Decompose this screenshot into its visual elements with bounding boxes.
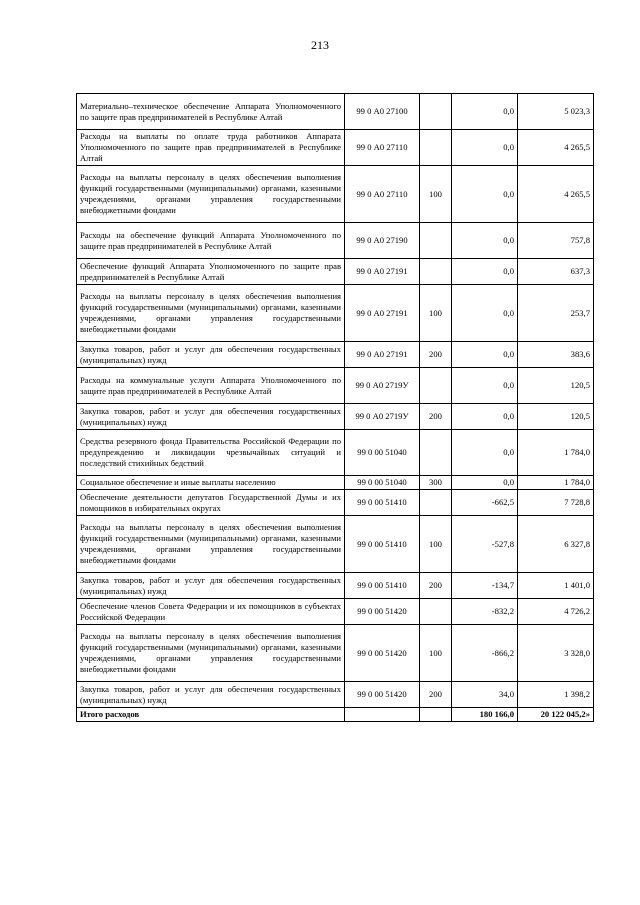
table-row — [77, 223, 594, 259]
row-target-code: 99 0 А0 27100 — [345, 94, 420, 130]
table-row — [77, 476, 594, 490]
row-expense-type: 200 — [420, 404, 452, 430]
row-name: Социальное обеспечение и иные выплаты населению — [77, 476, 345, 490]
row-name: Расходы на выплаты персоналу в целях обеспечения выполнения функций государственными (муниципальными) органами, казенными учреждениями, органами управления государственными внебюджетными фондами — [77, 625, 345, 682]
total-change: 180 166,0 — [452, 708, 518, 722]
total-expense-type — [420, 708, 452, 722]
row-change: -832,2 — [452, 599, 518, 625]
row-total: 1 784,0 — [518, 430, 594, 476]
row-name: Закупка товаров, работ и услуг для обеспечения государственных (муниципальных) нужд — [77, 573, 345, 599]
row-target-code: 99 0 А0 27191 — [345, 285, 420, 342]
row-target-code: 99 0 А0 2719У — [345, 368, 420, 404]
table-row — [77, 130, 594, 166]
row-change: 0,0 — [452, 130, 518, 166]
row-expense-type — [420, 223, 452, 259]
total-amount: 20 122 045,2» — [518, 708, 594, 722]
row-total: 1 401,0 — [518, 573, 594, 599]
row-expense-type: 100 — [420, 516, 452, 573]
row-target-code: 99 0 А0 27191 — [345, 342, 420, 368]
row-change: 0,0 — [452, 476, 518, 490]
row-total: 120,5 — [518, 404, 594, 430]
row-name: Обеспечение деятельности депутатов Государственной Думы и их помощников в избирательных округах — [77, 490, 345, 516]
row-change: 0,0 — [452, 430, 518, 476]
budget-table-body — [77, 94, 594, 722]
row-total: 4 265,5 — [518, 166, 594, 223]
row-expense-type: 100 — [420, 166, 452, 223]
total-row — [77, 708, 594, 722]
row-total: 3 328,0 — [518, 625, 594, 682]
row-expense-type — [420, 599, 452, 625]
row-change: 0,0 — [452, 166, 518, 223]
table-row — [77, 285, 594, 342]
row-name: Обеспечение функций Аппарата Уполномоченного по защите прав предпринимателей в Республике Алтай — [77, 259, 345, 285]
page-number: 213 — [311, 38, 329, 52]
row-total: 383,6 — [518, 342, 594, 368]
row-target-code: 99 0 00 51040 — [345, 430, 420, 476]
total-label: Итого расходов — [77, 708, 345, 722]
row-name: Расходы на выплаты персоналу в целях обеспечения выполнения функций государственными (муниципальными) органами, казенными учреждениями, органами управления государственными внебюджетными фондами — [77, 166, 345, 223]
row-expense-type: 100 — [420, 285, 452, 342]
table-row — [77, 625, 594, 682]
table-row — [77, 516, 594, 573]
row-change: 0,0 — [452, 94, 518, 130]
row-target-code: 99 0 00 51420 — [345, 682, 420, 708]
row-total: 6 327,8 — [518, 516, 594, 573]
row-name: Материально–техническое обеспечение Аппарата Уполномоченного по защите прав предпринимателей в Республике Алтай — [77, 94, 345, 130]
row-target-code: 99 0 00 51040 — [345, 476, 420, 490]
row-name: Обеспечение членов Совета Федерации и их помощников в субъектах Российской Федерации — [77, 599, 345, 625]
row-change: -866,2 — [452, 625, 518, 682]
row-name: Расходы на выплаты по оплате труда работников Аппарата Уполномоченного по защите прав предпринимателей в Республике Алтай — [77, 130, 345, 166]
row-name: Расходы на выплаты персоналу в целях обеспечения выполнения функций государственными (муниципальными) органами, казенными учреждениями, органами управления государственными внебюджетными фондами — [77, 516, 345, 573]
table-row — [77, 682, 594, 708]
row-target-code: 99 0 00 51410 — [345, 516, 420, 573]
row-target-code: 99 0 00 51410 — [345, 490, 420, 516]
table-row — [77, 430, 594, 476]
table-row — [77, 342, 594, 368]
row-expense-type — [420, 368, 452, 404]
row-expense-type: 200 — [420, 682, 452, 708]
row-total: 253,7 — [518, 285, 594, 342]
table-row — [77, 599, 594, 625]
row-change: 0,0 — [452, 259, 518, 285]
row-change: 0,0 — [452, 223, 518, 259]
table-row — [77, 94, 594, 130]
row-name: Расходы на обеспечение функций Аппарата Уполномоченного по защите прав предпринимателей в Республике Алтай — [77, 223, 345, 259]
row-target-code: 99 0 А0 2719У — [345, 404, 420, 430]
row-total: 757,8 — [518, 223, 594, 259]
table-row — [77, 166, 594, 223]
row-target-code: 99 0 А0 27110 — [345, 166, 420, 223]
row-name: Средства резервного фонда Правительства Российской Федерации по предупреждению и ликвидации чрезвычайных ситуаций и последствий стихийных бедствий — [77, 430, 345, 476]
row-total: 637,3 — [518, 259, 594, 285]
row-expense-type — [420, 259, 452, 285]
row-target-code: 99 0 А0 27110 — [345, 130, 420, 166]
row-target-code: 99 0 00 51420 — [345, 599, 420, 625]
row-name: Расходы на коммунальные услуги Аппарата Уполномоченного по защите прав предпринимателей в Республике Алтай — [77, 368, 345, 404]
row-target-code: 99 0 00 51420 — [345, 625, 420, 682]
row-change: 0,0 — [452, 342, 518, 368]
row-expense-type — [420, 490, 452, 516]
row-total: 5 023,3 — [518, 94, 594, 130]
row-expense-type: 300 — [420, 476, 452, 490]
row-total: 7 728,8 — [518, 490, 594, 516]
row-expense-type — [420, 94, 452, 130]
row-target-code: 99 0 А0 27190 — [345, 223, 420, 259]
table-row — [77, 490, 594, 516]
budget-table — [76, 93, 594, 722]
row-total: 120,5 — [518, 368, 594, 404]
row-name: Расходы на выплаты персоналу в целях обеспечения выполнения функций государственными (муниципальными) органами, казенными учреждениями, органами управления государственными внебюджетными фондами — [77, 285, 345, 342]
table-row — [77, 368, 594, 404]
row-expense-type — [420, 430, 452, 476]
total-target-code — [345, 708, 420, 722]
row-change: 0,0 — [452, 368, 518, 404]
row-total: 1 398,2 — [518, 682, 594, 708]
row-total: 4 265,5 — [518, 130, 594, 166]
table-row — [77, 573, 594, 599]
row-expense-type: 200 — [420, 573, 452, 599]
row-name: Закупка товаров, работ и услуг для обеспечения государственных (муниципальных) нужд — [77, 404, 345, 430]
row-total: 1 784,0 — [518, 476, 594, 490]
row-change: -134,7 — [452, 573, 518, 599]
row-change: 0,0 — [452, 285, 518, 342]
row-target-code: 99 0 00 51410 — [345, 573, 420, 599]
row-total: 4 726,2 — [518, 599, 594, 625]
row-expense-type — [420, 130, 452, 166]
row-change: -662,5 — [452, 490, 518, 516]
row-change: 0,0 — [452, 404, 518, 430]
row-change: 34,0 — [452, 682, 518, 708]
row-change: -527,8 — [452, 516, 518, 573]
row-name: Закупка товаров, работ и услуг для обеспечения государственных (муниципальных) нужд — [77, 342, 345, 368]
row-expense-type: 100 — [420, 625, 452, 682]
row-expense-type: 200 — [420, 342, 452, 368]
row-target-code: 99 0 А0 27191 — [345, 259, 420, 285]
row-name: Закупка товаров, работ и услуг для обеспечения государственных (муниципальных) нужд — [77, 682, 345, 708]
table-row — [77, 259, 594, 285]
table-row — [77, 404, 594, 430]
